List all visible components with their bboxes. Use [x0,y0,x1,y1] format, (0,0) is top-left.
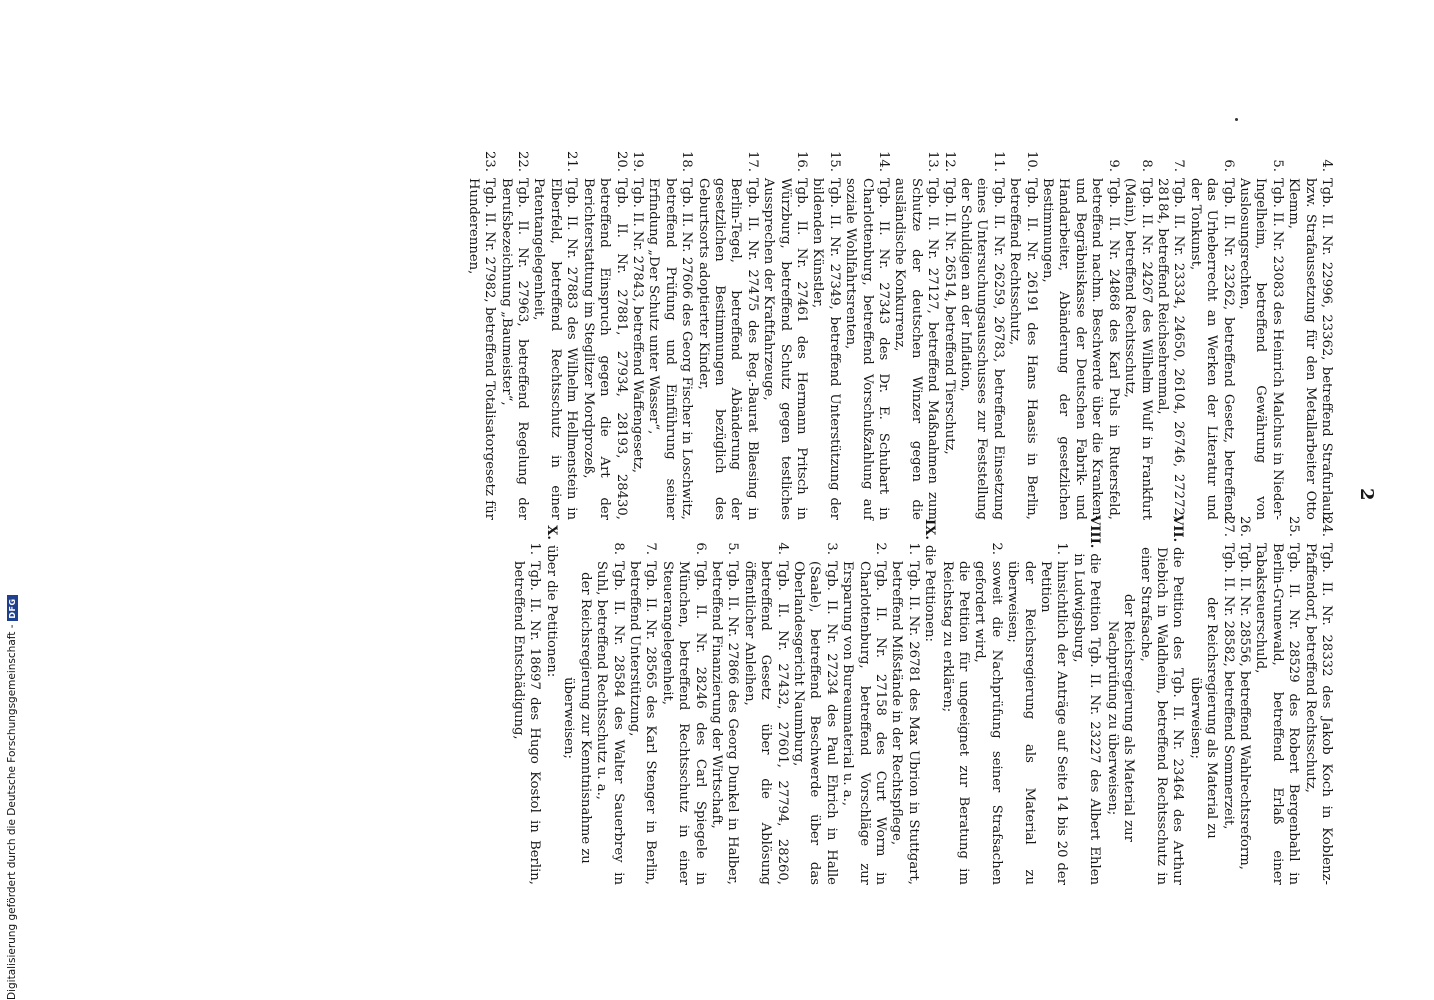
petition-entry [510,533,543,885]
entry-number: 9. [1105,159,1121,172]
footer-text: Digitalisierung gefördert durch die Deutsche Forschungsgemeinschaft - [6,624,18,1000]
entry-number: 7. [643,542,659,555]
petition-entry [658,533,707,885]
petition-entry [1301,515,1334,885]
section-ix-numeral: IX. [922,519,938,540]
petition-entry [891,150,940,520]
section-vii [1136,515,1185,885]
petition-entry [839,533,888,885]
entry-text: der Reichsregierung als Material zu überweisen; [1005,561,1037,885]
petition-entry [1252,515,1301,885]
entry-number: 12. [941,151,957,172]
entry-number: 11. [990,151,1006,172]
petition-entry [938,533,971,885]
left-column [464,150,1334,520]
petition-entry [694,150,760,520]
entry-text: Tgb. II. Nr. 28565 des Karl Stenger in Berlin, betreffend Unterstützung, [626,561,659,885]
page-number: 2 [1356,488,1377,501]
entry-text: Tgb. II. Nr. 27127, betreffend Maßnahmen zum Schutze der deutschen Winzer gegen die ausländische Konkurrenz, [892,178,941,520]
petition-entry [1236,515,1252,885]
petition-entry [708,533,741,885]
petition-entry [971,533,1004,885]
petition-entry [957,150,1006,520]
entry-number: 4. [1319,159,1334,172]
entry-text: Tgb. II. Nr. 27881, 27934, 28193, 28430, betreffend Einspruch gegen die Art der Berichterstattung im Steglitzer Mordprozeß, [580,178,629,520]
section-vii-numeral: VII. [1170,515,1186,543]
section-ix [921,515,937,885]
petition-entry [809,150,842,520]
section-viii-text: die Petition Tgb. II. Nr. 23227 des Albert Ehlen in Ludwigsburg, [1070,553,1103,885]
entry-number: 1. [1054,542,1070,555]
petition-entry [1285,150,1334,520]
petition-entry [1236,150,1285,520]
entry-text: Tgb. II. Nr. 27432, 27601, 27794, 28260, betreffend Gesetz über die Ablösung öffentlicher Anleihen, [741,561,790,885]
decision-ix: der Reichsregierung zur Kenntnisnahme zu überweisen; [561,572,593,864]
entry-text: Tgb. II. Nr. 27982, betreffend Totalisatorgesetz für Hunderennen, [465,178,498,520]
petition-entry [593,533,626,885]
entry-text: Tgb. II. Nr. 26781 des Max Ubrion in Stuttgart, betreffend Mißstände in der Rechtspflege, [889,561,921,885]
section-viii [1070,515,1103,885]
entry-number: 26. [1236,516,1252,537]
entry-number: 16. [794,151,809,172]
entry-number: 17. [744,151,760,172]
section-vii-text: die Petition des Tgb. II. Nr. 23464 des Arthur Diebich in Waldheim, betreffend Rechtsschutz in einer Strafsache, [1137,547,1186,885]
entry-number: 5. [1269,159,1285,172]
petition-entry [842,150,891,520]
entry-text: Tgb. II. Nr. 22996, 23362, betreffend Strafurlaub bzw. Strafaussetzung für den Metallarbeiter Otto Klemm, [1286,178,1334,520]
entry-number: 20. [613,151,629,172]
dfg-logo: DFG [7,595,18,621]
entry-text: Tgb. II. Nr. 27963, betreffend Regelung der Berufsbezeichnung „Baumeister“, [498,178,531,520]
entry-text: Tgb. II. Nr. 27461 des Hermann Pritsch in Würzburg, betreffend Schutz gegen testliches Aussprechen der Kraftfahrzeuge, [761,178,809,520]
entry-text: Tgb. II. Nr. 26191 des Hans Haasis in Berlin, betreffend Rechtsschutz, [1007,178,1039,520]
entry-number: 25. [1286,516,1302,537]
petition-entry [760,150,809,520]
section-x [543,515,559,885]
petition-entry [626,533,659,885]
entry-number: 13. [925,151,941,172]
entry-text: Tgb. II. Nr. 24868 des Karl Puls in Rutersfeld, betreffend nachm. Beschwerde über die Kranken- und Begräbniskasse der Deutschen Fabrik- und Handarbeiter, Abänderung der gesetzlichen Bestimmungen, [1040,178,1121,520]
speck-mark [1235,118,1238,121]
entry-text: Tgb. II. Nr. 27343 des Dr. E. Schubart in Charlottenburg, betreffend Vorschußzahlung auf soziale Wohlfahrtsrenten, [843,178,892,520]
entry-text: Tgb. II. Nr. 26514, betreffend Tierschutz, [941,178,957,455]
entry-text: Tgb. II. Nr. 23334, 24650, 26104, 26746, 27272, 28184, betreffend Reichsehrenmal, [1154,178,1187,520]
entry-number: 1. [905,542,921,555]
section-viii-items [938,515,1069,885]
petition-entry [940,150,956,520]
petition-entry [1004,533,1037,885]
entry-text: Tgb. II. Nr. 27349, betreffend Unterstützung der bildenden Künstler, [810,178,842,520]
section-x-numeral: X. [543,525,559,540]
petition-entry [645,150,694,520]
entry-number: 24. [1319,516,1334,537]
entry-number: 6. [692,542,708,555]
entry-text: die Petition für ungeeignet zur Beratung im Reichstag zu erklären; [939,561,972,885]
entry-text: Tgb. II. Nr. 27158 des Curt Worm in Charlottenburg, betreffend Vorschläge zur Ersparung von Bureaumaterial u. a., [840,561,889,885]
petition-entry [579,150,628,520]
section-x-text: über die Petitionen: [543,545,559,678]
entry-number: 4. [774,542,790,555]
entry-number: 5. [725,542,741,555]
entry-number [1004,533,1037,561]
entry-number: 15. [826,151,842,172]
petition-entry [1006,150,1039,520]
entry-number: 14. [876,151,892,172]
petition-entry [629,150,645,520]
entry-number: 3. [823,542,839,555]
section-ix-text: die Petitionen: [922,545,938,642]
petition-entry [1121,150,1154,520]
entry-number: 27. [1220,516,1236,537]
entry-number: 21. [564,151,580,172]
entry-text: Tgb. II. Nr. 27606 des Georg Fischer in Loschwitz, betreffend Prüfung und Einführung seiner Erfindung „Der Schutz unter Wasser“, [646,178,695,520]
entry-text: Tgb. II. Nr. 27475 des Reg.-Baurat Blaesing in Berlin-Tegel, betreffend Abänderung der gesetzlichen Bestimmungen bezüglich des Geburtsorts adoptierter Kinder, [695,178,760,520]
entry-text: Tgb. II. Nr. 27234 des Paul Ehrich in Halle (Saale), betreffend Beschwerde über das Oberlandesgericht Naumburg, [791,561,839,885]
entry-text: Tgb. II. Nr. 28246 des Carl Spiegele in München, betreffend Rechtsschutz in einer Steuerangelegenheit, [659,561,708,885]
right-column [510,515,1334,885]
entry-number: 8. [610,542,626,555]
entry-text: Tgb. II. Nr. 23083 des Heinrich Malchus in Nieder-Ingelheim, betreffend Gewährung von Auslosungsrechten, [1236,178,1285,520]
petition-entry [1039,150,1121,520]
digitization-footer [6,595,18,1000]
petition-entry [1154,150,1187,520]
entry-number: 2. [873,542,889,555]
entry-text: Tgb. II. Nr. 27866 des Georg Dunkel in Halber, betreffend Finanzierung der Wirtschaft, [708,561,741,885]
petition-entry [740,533,789,885]
petition-entry [530,150,579,520]
decision-material: der Reichsregierung als Material zu überweisen; [1187,597,1220,839]
section-x-items [510,515,543,885]
entry-number [938,533,971,561]
entry-number: 6. [1220,159,1236,172]
entry-number: 1. [527,542,543,555]
decision-vii: der Reichsregierung als Material zur Nachprüfung zu überweisen; [1104,594,1137,842]
entry-text: hinsichtlich der Anträge auf Seite 14 bis 20 der Petition [1038,561,1070,885]
entry-text: Tgb. II. Nr. 18697 des Hugo Kostol in Berlin, betreffend Entschädigung, [511,561,543,885]
entry-number: 19. [629,151,645,172]
entry-number: 22. [515,151,531,172]
petition-entry [790,533,839,885]
entry-number: 23. [482,151,498,172]
entry-text: Tgb. II. Nr. 27843, betreffend Waffengesetz, [629,178,645,474]
petition-entry [1219,515,1235,885]
petition-entry [464,150,497,520]
entry-number: 7. [1171,159,1187,172]
section-viii-numeral: VIII. [1087,515,1103,549]
petition-entry [888,533,921,885]
petition-entry [1186,150,1235,520]
entry-text: Tgb. II. Nr. 23262, betreffend Gesetz, betreffend das Urheberrecht an Werken der Literatur und der Tonkunst, [1187,178,1236,520]
entry-text: Tgb. II. Nr. 28529 des Robert Bergenbahl in Berlin-Grunewald, betreffend Erlaß einer Tabaksteuerschuld, [1253,543,1302,885]
entry-number: 10. [1023,151,1039,172]
entry-text: Tgb. II. Nr. 27883 des Wilhelm Hellmenstein in Elberfeld, betreffend Rechtsschutz in einer Patentangelegenheit, [531,178,580,520]
entry-number: 8. [1138,159,1154,172]
entry-text: soweit die Nachprüfung seiner Strafsachen gefordert wird, [972,561,1004,885]
entry-number: 18. [679,151,695,172]
petition-entry [1037,533,1070,885]
entry-text: Tgb. II. Nr. 26259, 26783, betreffend Einsetzung eines Untersuchungsausschusses zur Feststellung der Schuldigen an der Inflation, [958,178,1006,520]
entry-text: Tgb. II. Nr. 28582, betreffend Sommerzeit, [1220,543,1236,830]
entry-number: 2. [988,542,1004,555]
entry-text: Tgb. II. Nr. 28584 des Walter Sauerbrey in Suhl, betreffend Rechtsschutz u. a., [594,561,626,885]
entry-text: Tgb. II. Nr. 28556, betreffend Wahlrechtsreform, [1236,543,1252,870]
items-24-27 [1219,515,1334,885]
section-ix-items [593,515,921,885]
entry-text: Tgb. II. Nr. 24267 des Wilhelm Wulf in Frankfurt (Main), betreffend Rechtsschutz, [1122,178,1154,520]
petition-entry [497,150,530,520]
entry-text: Tgb. II. Nr. 28332 des Jakob Koch in Koblenz-Pfaffendorf, betreffend Rechtsschutz, [1302,543,1334,885]
